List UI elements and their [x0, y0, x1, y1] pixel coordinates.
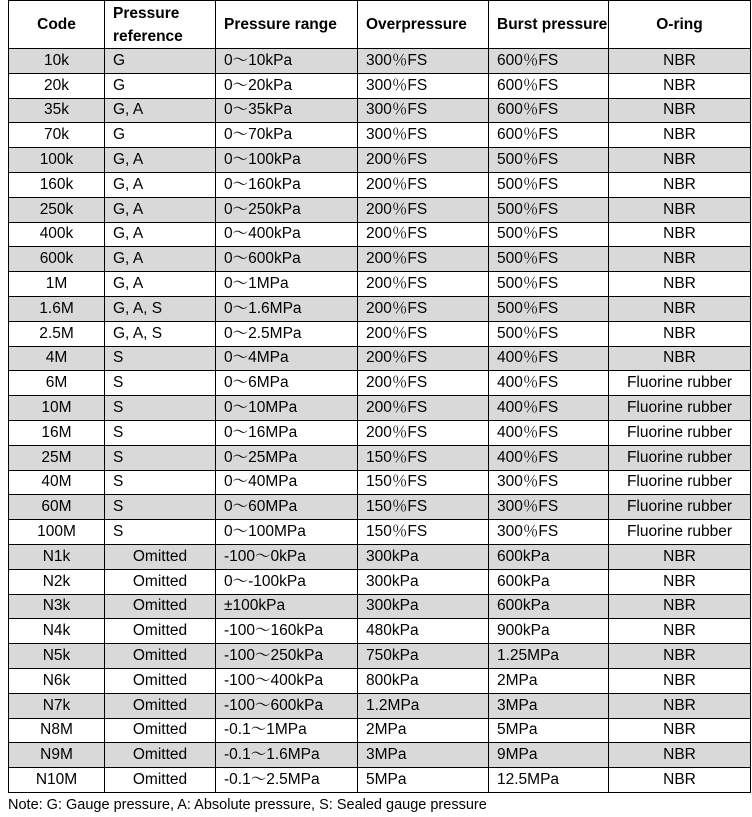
- cell-pressure-reference: G, A: [105, 172, 216, 197]
- cell-pressure-range: -0.1～1MPa: [216, 718, 358, 743]
- table-row: [9, 371, 751, 396]
- cell-pressure-reference: Omitted: [105, 718, 216, 743]
- cell-burst-pressure: 600％FS: [489, 123, 609, 148]
- footnote: Note: G: Gauge pressure, A: Absolute pressure, S: Sealed gauge pressure: [8, 797, 487, 813]
- table-row: [9, 73, 751, 98]
- header-pressure-reference: Pressure reference: [105, 1, 216, 49]
- header-o-ring: O-ring: [609, 1, 751, 49]
- table-row: [9, 148, 751, 173]
- cell-burst-pressure: 600kPa: [489, 594, 609, 619]
- cell-pressure-range: 0～40MPa: [216, 470, 358, 495]
- cell-overpressure: 200％FS: [358, 296, 489, 321]
- cell-code: 1.6M: [9, 296, 105, 321]
- cell-code: N10M: [9, 768, 105, 793]
- cell-pressure-reference: Omitted: [105, 668, 216, 693]
- cell-burst-pressure: 9MPa: [489, 743, 609, 768]
- cell-o-ring: Fluorine rubber: [609, 371, 751, 396]
- cell-pressure-range: 0～60MPa: [216, 495, 358, 520]
- cell-o-ring: Fluorine rubber: [609, 396, 751, 421]
- cell-burst-pressure: 600kPa: [489, 569, 609, 594]
- cell-pressure-range: 0～4MPa: [216, 346, 358, 371]
- cell-code: 600k: [9, 247, 105, 272]
- cell-o-ring: NBR: [609, 768, 751, 793]
- cell-code: 35k: [9, 98, 105, 123]
- cell-overpressure: 150％FS: [358, 520, 489, 545]
- cell-overpressure: 200％FS: [358, 247, 489, 272]
- cell-code: N4k: [9, 619, 105, 644]
- table-row: [9, 495, 751, 520]
- cell-overpressure: 150％FS: [358, 470, 489, 495]
- cell-o-ring: NBR: [609, 222, 751, 247]
- cell-code: N6k: [9, 668, 105, 693]
- cell-o-ring: NBR: [609, 296, 751, 321]
- cell-o-ring: NBR: [609, 172, 751, 197]
- table-row: [9, 544, 751, 569]
- cell-code: 100k: [9, 148, 105, 173]
- cell-pressure-range: 0～16MPa: [216, 420, 358, 445]
- cell-o-ring: NBR: [609, 272, 751, 297]
- table-row: [9, 644, 751, 669]
- cell-code: 1M: [9, 272, 105, 297]
- table-row: [9, 445, 751, 470]
- cell-o-ring: NBR: [609, 644, 751, 669]
- cell-pressure-range: 0～400kPa: [216, 222, 358, 247]
- cell-pressure-reference: S: [105, 371, 216, 396]
- table-row: [9, 222, 751, 247]
- cell-code: 400k: [9, 222, 105, 247]
- cell-pressure-reference: G, A: [105, 247, 216, 272]
- cell-burst-pressure: 500％FS: [489, 222, 609, 247]
- cell-code: 10k: [9, 49, 105, 74]
- cell-burst-pressure: 400％FS: [489, 346, 609, 371]
- table-row: [9, 768, 751, 793]
- cell-code: N9M: [9, 743, 105, 768]
- cell-o-ring: Fluorine rubber: [609, 495, 751, 520]
- cell-code: 250k: [9, 197, 105, 222]
- cell-pressure-range: 0～-100kPa: [216, 569, 358, 594]
- cell-code: N5k: [9, 644, 105, 669]
- cell-pressure-reference: G, A, S: [105, 296, 216, 321]
- table-row: [9, 272, 751, 297]
- cell-pressure-range: 0～1.6MPa: [216, 296, 358, 321]
- cell-overpressure: 300kPa: [358, 544, 489, 569]
- cell-pressure-reference: G, A: [105, 222, 216, 247]
- table-row: [9, 247, 751, 272]
- cell-o-ring: NBR: [609, 594, 751, 619]
- cell-overpressure: 480kPa: [358, 619, 489, 644]
- cell-code: N1k: [9, 544, 105, 569]
- cell-pressure-reference: G, A: [105, 272, 216, 297]
- cell-burst-pressure: 1.25MPa: [489, 644, 609, 669]
- cell-pressure-reference: Omitted: [105, 693, 216, 718]
- cell-overpressure: 3MPa: [358, 743, 489, 768]
- cell-overpressure: 200％FS: [358, 272, 489, 297]
- cell-burst-pressure: 500％FS: [489, 296, 609, 321]
- cell-pressure-range: 0～25MPa: [216, 445, 358, 470]
- cell-pressure-range: -100～250kPa: [216, 644, 358, 669]
- cell-pressure-range: ±100kPa: [216, 594, 358, 619]
- cell-burst-pressure: 600％FS: [489, 98, 609, 123]
- cell-pressure-range: -0.1～1.6MPa: [216, 743, 358, 768]
- cell-o-ring: NBR: [609, 321, 751, 346]
- cell-code: N8M: [9, 718, 105, 743]
- table-row: [9, 123, 751, 148]
- cell-pressure-reference: S: [105, 346, 216, 371]
- cell-code: 16M: [9, 420, 105, 445]
- cell-pressure-reference: S: [105, 420, 216, 445]
- cell-pressure-reference: G, A, S: [105, 321, 216, 346]
- cell-pressure-range: 0～2.5MPa: [216, 321, 358, 346]
- cell-overpressure: 200％FS: [358, 396, 489, 421]
- cell-pressure-range: 0～20kPa: [216, 73, 358, 98]
- cell-o-ring: NBR: [609, 693, 751, 718]
- cell-o-ring: NBR: [609, 98, 751, 123]
- cell-pressure-range: -100～400kPa: [216, 668, 358, 693]
- cell-code: 4M: [9, 346, 105, 371]
- table-row: [9, 296, 751, 321]
- cell-pressure-range: -100～0kPa: [216, 544, 358, 569]
- table-header-row: [9, 1, 751, 49]
- table-row: [9, 619, 751, 644]
- cell-overpressure: 300％FS: [358, 73, 489, 98]
- cell-overpressure: 2MPa: [358, 718, 489, 743]
- cell-overpressure: 200％FS: [358, 172, 489, 197]
- cell-code: 20k: [9, 73, 105, 98]
- cell-pressure-reference: S: [105, 470, 216, 495]
- cell-pressure-reference: Omitted: [105, 619, 216, 644]
- cell-burst-pressure: 400％FS: [489, 371, 609, 396]
- cell-pressure-reference: G, A: [105, 148, 216, 173]
- cell-pressure-reference: G: [105, 123, 216, 148]
- cell-overpressure: 200％FS: [358, 197, 489, 222]
- cell-overpressure: 150％FS: [358, 445, 489, 470]
- cell-burst-pressure: 2MPa: [489, 668, 609, 693]
- cell-pressure-reference: G: [105, 73, 216, 98]
- pressure-spec-table: [8, 0, 751, 793]
- cell-overpressure: 300kPa: [358, 594, 489, 619]
- cell-overpressure: 200％FS: [358, 371, 489, 396]
- cell-code: N2k: [9, 569, 105, 594]
- cell-o-ring: Fluorine rubber: [609, 445, 751, 470]
- table-row: [9, 569, 751, 594]
- cell-overpressure: 300kPa: [358, 569, 489, 594]
- cell-o-ring: NBR: [609, 148, 751, 173]
- cell-o-ring: NBR: [609, 49, 751, 74]
- cell-pressure-range: 0～35kPa: [216, 98, 358, 123]
- table-row: [9, 520, 751, 545]
- cell-overpressure: 300％FS: [358, 123, 489, 148]
- cell-pressure-reference: Omitted: [105, 644, 216, 669]
- cell-pressure-reference: Omitted: [105, 594, 216, 619]
- cell-code: 160k: [9, 172, 105, 197]
- cell-burst-pressure: 12.5MPa: [489, 768, 609, 793]
- cell-burst-pressure: 400％FS: [489, 420, 609, 445]
- cell-overpressure: 200％FS: [358, 321, 489, 346]
- header-burst-pressure: Burst pressure: [489, 1, 609, 49]
- cell-code: 60M: [9, 495, 105, 520]
- table-row: [9, 396, 751, 421]
- cell-burst-pressure: 500％FS: [489, 321, 609, 346]
- table-row: [9, 321, 751, 346]
- cell-pressure-range: 0～160kPa: [216, 172, 358, 197]
- cell-burst-pressure: 500％FS: [489, 247, 609, 272]
- table-row: [9, 172, 751, 197]
- table-row: [9, 743, 751, 768]
- table-row: [9, 346, 751, 371]
- cell-o-ring: NBR: [609, 743, 751, 768]
- cell-pressure-reference: S: [105, 520, 216, 545]
- cell-burst-pressure: 300％FS: [489, 495, 609, 520]
- cell-burst-pressure: 300％FS: [489, 520, 609, 545]
- cell-pressure-range: 0～10MPa: [216, 396, 358, 421]
- header-overpressure: Overpressure: [358, 1, 489, 49]
- cell-overpressure: 5MPa: [358, 768, 489, 793]
- cell-burst-pressure: 600％FS: [489, 49, 609, 74]
- cell-overpressure: 1.2MPa: [358, 693, 489, 718]
- cell-burst-pressure: 600％FS: [489, 73, 609, 98]
- cell-overpressure: 300％FS: [358, 49, 489, 74]
- cell-burst-pressure: 500％FS: [489, 148, 609, 173]
- cell-o-ring: NBR: [609, 569, 751, 594]
- table-row: [9, 197, 751, 222]
- cell-overpressure: 200％FS: [358, 222, 489, 247]
- cell-code: N3k: [9, 594, 105, 619]
- cell-overpressure: 200％FS: [358, 148, 489, 173]
- cell-pressure-range: 0～1MPa: [216, 272, 358, 297]
- cell-pressure-range: -0.1～2.5MPa: [216, 768, 358, 793]
- cell-burst-pressure: 400％FS: [489, 445, 609, 470]
- cell-pressure-reference: S: [105, 396, 216, 421]
- cell-o-ring: NBR: [609, 123, 751, 148]
- cell-pressure-range: 0～70kPa: [216, 123, 358, 148]
- cell-pressure-reference: Omitted: [105, 544, 216, 569]
- cell-burst-pressure: 400％FS: [489, 396, 609, 421]
- cell-pressure-reference: S: [105, 445, 216, 470]
- table-row: [9, 420, 751, 445]
- cell-pressure-reference: Omitted: [105, 768, 216, 793]
- cell-pressure-range: 0～100kPa: [216, 148, 358, 173]
- cell-overpressure: 800kPa: [358, 668, 489, 693]
- cell-code: 10M: [9, 396, 105, 421]
- cell-overpressure: 200％FS: [358, 420, 489, 445]
- cell-code: 2.5M: [9, 321, 105, 346]
- cell-pressure-range: 0～6MPa: [216, 371, 358, 396]
- cell-burst-pressure: 600kPa: [489, 544, 609, 569]
- cell-pressure-range: 0～100MPa: [216, 520, 358, 545]
- table-row: [9, 470, 751, 495]
- cell-o-ring: NBR: [609, 544, 751, 569]
- cell-code: 25M: [9, 445, 105, 470]
- cell-pressure-reference: G, A: [105, 98, 216, 123]
- cell-code: N7k: [9, 693, 105, 718]
- cell-pressure-reference: G, A: [105, 197, 216, 222]
- header-code: Code: [9, 1, 105, 49]
- cell-overpressure: 200％FS: [358, 346, 489, 371]
- cell-pressure-reference: S: [105, 495, 216, 520]
- cell-burst-pressure: 300％FS: [489, 470, 609, 495]
- cell-burst-pressure: 500％FS: [489, 272, 609, 297]
- header-pressure-range: Pressure range: [216, 1, 358, 49]
- cell-burst-pressure: 900kPa: [489, 619, 609, 644]
- cell-pressure-range: 0～600kPa: [216, 247, 358, 272]
- cell-o-ring: Fluorine rubber: [609, 520, 751, 545]
- cell-overpressure: 750kPa: [358, 644, 489, 669]
- cell-o-ring: Fluorine rubber: [609, 470, 751, 495]
- cell-o-ring: NBR: [609, 197, 751, 222]
- table-row: [9, 718, 751, 743]
- table-body: [9, 49, 751, 793]
- cell-code: 6M: [9, 371, 105, 396]
- cell-pressure-reference: Omitted: [105, 569, 216, 594]
- cell-pressure-range: 0～250kPa: [216, 197, 358, 222]
- cell-o-ring: NBR: [609, 247, 751, 272]
- cell-pressure-range: -100～600kPa: [216, 693, 358, 718]
- cell-o-ring: NBR: [609, 668, 751, 693]
- table-row: [9, 98, 751, 123]
- cell-pressure-reference: G: [105, 49, 216, 74]
- cell-pressure-reference: Omitted: [105, 743, 216, 768]
- cell-code: 100M: [9, 520, 105, 545]
- cell-pressure-range: 0～10kPa: [216, 49, 358, 74]
- cell-o-ring: NBR: [609, 718, 751, 743]
- table-row: [9, 693, 751, 718]
- cell-burst-pressure: 500％FS: [489, 172, 609, 197]
- cell-pressure-range: -100～160kPa: [216, 619, 358, 644]
- cell-overpressure: 150％FS: [358, 495, 489, 520]
- cell-burst-pressure: 500％FS: [489, 197, 609, 222]
- cell-code: 40M: [9, 470, 105, 495]
- cell-o-ring: Fluorine rubber: [609, 420, 751, 445]
- cell-overpressure: 300％FS: [358, 98, 489, 123]
- cell-o-ring: NBR: [609, 619, 751, 644]
- cell-o-ring: NBR: [609, 73, 751, 98]
- table-row: [9, 49, 751, 74]
- cell-burst-pressure: 3MPa: [489, 693, 609, 718]
- cell-o-ring: NBR: [609, 346, 751, 371]
- cell-code: 70k: [9, 123, 105, 148]
- table-row: [9, 668, 751, 693]
- table-row: [9, 594, 751, 619]
- cell-burst-pressure: 5MPa: [489, 718, 609, 743]
